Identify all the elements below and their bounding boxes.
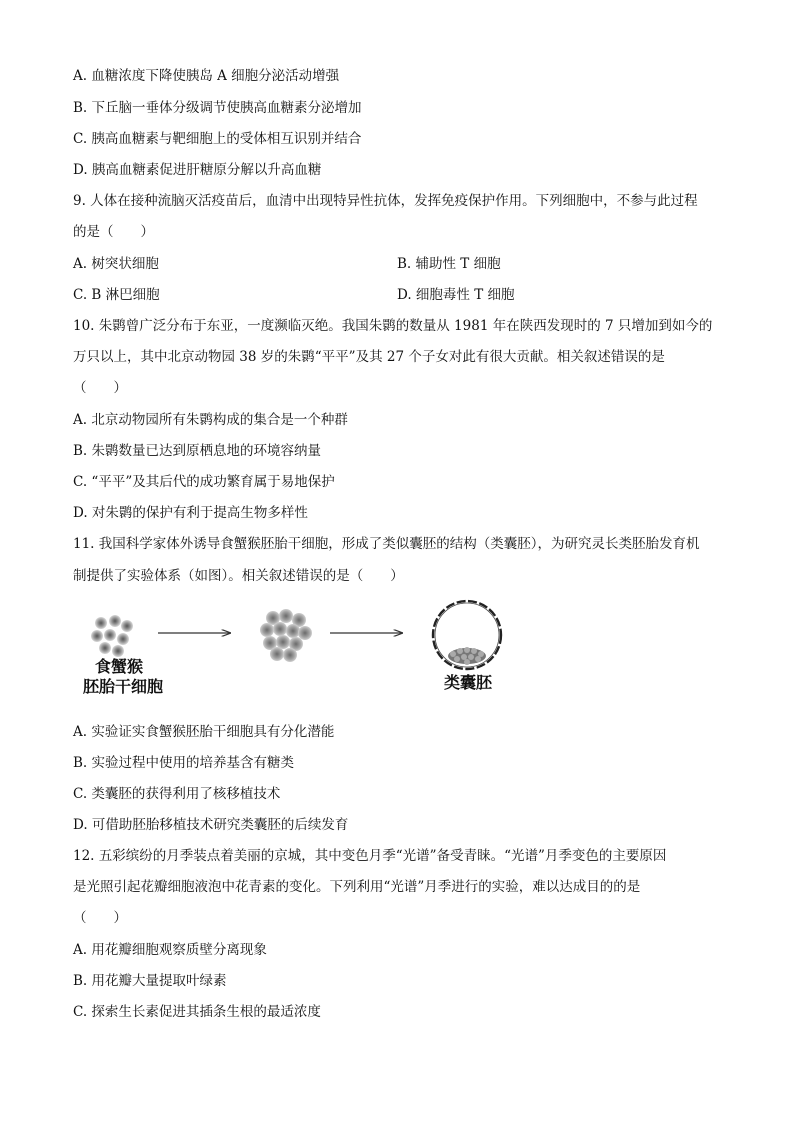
question-12-stem-cont: 是光照引起花瓣细胞液泡中花青素的变化。下列利用“光谱”月季进行的实验，难以达成目的的是 [73,879,641,895]
option-c-q10: C. “平平”及其后代的成功繁育属于易地保护 [73,474,335,490]
question-10-stem-cont: 万只以上，其中北京动物园 38 岁的朱鹮“平平”及其 27 个子女对此有很大贡献。相关叙述错误的是 [73,349,665,365]
question-11-stem: 11. 我国科学家体外诱导食蟹猴胚胎干细胞，形成了类似囊胚的结构（类囊胚），为研究灵长类胚胎发育机 [73,536,700,552]
stem-cell-label-line1: 食蟹猴 [94,657,143,676]
option-c-q11: C. 类囊胚的获得利用了核移植技术 [73,786,281,802]
question-9-stem: 9. 人体在接种流脑灭活疫苗后，血清中出现特异性抗体，发挥免疫保护作用。下列细胞中，不参与此过程 [73,193,698,209]
option-d-q9: D. 细胞毒性 T 细胞 [397,287,515,303]
option-a-q11: A. 实验证实食蟹猴胚胎干细胞具有分化潜能 [73,724,335,740]
cell-aggregate-icon [260,609,312,662]
option-a-q8: A. 血糖浓度下降使胰岛 A 细胞分泌活动增强 [73,68,340,84]
question-11-stem-cont: 制提供了实验体系（如图）。相关叙述错误的是（ ） [73,568,404,584]
option-b-q9: B. 辅助性 T 细胞 [397,256,501,272]
blastoid-icon [433,601,501,669]
question-12-stem: 12. 五彩缤纷的月季装点着美丽的京城，其中变色月季“光谱”备受青睐。“光谱”月季变色的主要原因 [73,848,667,864]
blastoid-label: 类囊胚 [443,673,492,692]
option-a-q10: A. 北京动物园所有朱鹮构成的集合是一个种群 [73,412,348,428]
stem-cells-icon [91,615,133,657]
question-12-stem-paren: （ ） [73,910,127,926]
option-c-q8: C. 胰高血糖素与靶细胞上的受体相互识别并结合 [73,131,362,147]
option-a-q9: A. 树突状细胞 [73,256,159,272]
option-d-q10: D. 对朱鹮的保护有利于提高生物多样性 [73,505,308,521]
option-d-q8: D. 胰高血糖素促进肝糖原分解以升高血糖 [73,162,322,178]
option-b-q8: B. 下丘脑一垂体分级调节使胰高血糖素分泌增加 [73,100,362,116]
option-a-q12: A. 用花瓣细胞观察质壁分离现象 [73,942,267,958]
option-b-q10: B. 朱鹮数量已达到原栖息地的环境容纳量 [73,443,322,459]
option-b-q12: B. 用花瓣大量提取叶绿素 [73,973,227,989]
stem-cell-label-line2: 胚胎干细胞 [82,677,163,696]
embryo-figure [73,595,533,705]
question-10-stem: 10. 朱鹮曾广泛分布于东亚，一度濒临灭绝。我国朱鹮的数量从 1981 年在陕西发现时的 7 只增加到如今的 [73,318,713,334]
question-9-stem-cont: 的是（ ） [73,224,154,240]
option-d-q11: D. 可借助胚胎移植技术研究类囊胚的后续发育 [73,817,349,833]
option-c-q12: C. 探索生长素促进其插条生根的最适浓度 [73,1004,321,1020]
option-b-q11: B. 实验过程中使用的培养基含有糖类 [73,755,295,771]
option-c-q9: C. B 淋巴细胞 [73,287,160,303]
question-10-stem-paren: （ ） [73,380,127,396]
